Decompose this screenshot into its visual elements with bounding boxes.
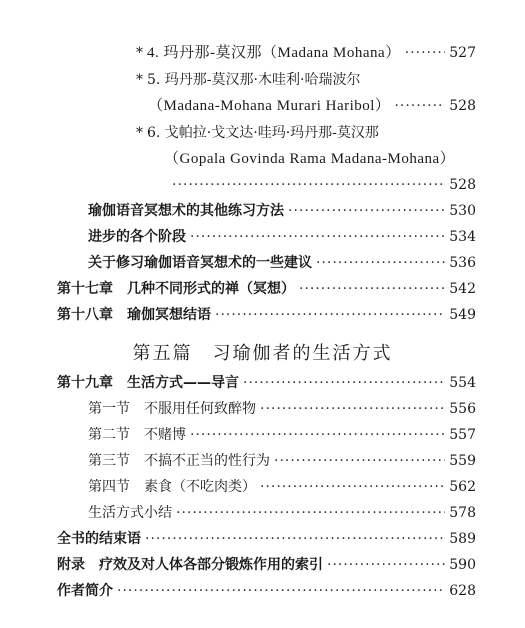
leader-dots [394,97,445,115]
toc-chapter [57,374,476,392]
part-heading: 第五篇 习瑜伽者的生活方式 [132,343,393,364]
star-marker: * [136,72,143,88]
toc-entry [136,71,476,89]
star-marker: * [136,45,143,61]
leader-dots [215,306,445,324]
page-number: 578 [449,505,476,521]
leader-dots [243,374,445,392]
leader-dots [172,176,445,194]
leader-dots [176,504,445,522]
leader-dots [190,426,445,444]
page-number: 528 [449,177,476,193]
toc-section [88,504,476,522]
entry-title: 4. 玛丹那-莫汉那（Madana Mohana） [147,45,401,61]
leader-dots [260,400,445,418]
chapter-title: 第十八章 瑜伽冥想结语 [57,307,211,323]
chapter-title: 作者简介 [57,583,113,599]
toc-section [88,452,476,470]
leader-dots [405,44,446,62]
page-number: 556 [449,401,476,417]
chapter-title: 附录 疗效及对人体各部分锻炼作用的索引 [57,557,323,573]
page-number: 589 [449,531,476,547]
chapter-title: 全书的结束语 [57,531,141,547]
toc-entry-continued [172,176,476,194]
page-number: 527 [449,45,476,61]
toc-entry [88,202,476,220]
toc-section [88,478,476,496]
toc-entry [136,124,476,142]
star-marker: * [136,125,143,141]
toc-entry [136,44,476,62]
leader-dots [117,582,445,600]
leader-dots [299,280,445,298]
leader-dots [145,530,445,548]
toc-chapter [57,556,476,574]
section-title: 第一节 不服用任何致醉物 [88,401,256,417]
page-number: 557 [449,427,476,443]
page-number: 528 [449,98,476,114]
leader-dots [316,254,445,272]
toc-entry-continued [148,97,476,115]
toc-entry [88,254,476,272]
page-number: 542 [449,281,476,297]
page-number: 536 [449,255,476,271]
toc-section [88,426,476,444]
section-title: 第二节 不赌博 [88,427,186,443]
section-title: 生活方式小结 [88,505,172,521]
page-number: 549 [449,307,476,323]
section-title: 第三节 不搞不正当的性行为 [88,453,270,469]
section-title: 第四节 素食（不吃肉类） [88,479,256,495]
entry-title: 瑜伽语音冥想术的其他练习方法 [88,203,284,219]
entry-title: 6. 戈帕拉·戈文达·哇玛·玛丹那-莫汉那 [147,125,379,141]
leader-dots [260,478,445,496]
chapter-title: 第十九章 生活方式——导言 [57,375,239,391]
entry-title: （Madana-Mohana Murari Haribol） [148,98,391,114]
page-number: 559 [449,453,476,469]
entry-title: 5. 玛丹那-莫汉那·木哇利·哈瑞波尔 [147,72,361,88]
entry-title: 进步的各个阶段 [88,229,186,245]
page-number: 554 [449,375,476,391]
leader-dots [327,556,445,574]
chapter-title: 第十七章 几种不同形式的禅（冥想） [57,281,295,297]
leader-dots [190,228,445,246]
leader-dots [274,452,445,470]
page-number: 628 [449,583,476,599]
toc-chapter [57,280,476,298]
page-number: 562 [449,479,476,495]
entry-title: （Gopala Govinda Rama Madana-Mohana） [164,151,456,167]
page-number: 534 [449,229,476,245]
toc-chapter [57,306,476,324]
page-number: 590 [449,557,476,573]
entry-title: 关于修习瑜伽语音冥想术的一些建议 [88,255,312,271]
toc-entry [88,228,476,246]
page-number: 530 [449,203,476,219]
toc-chapter [57,530,476,548]
toc-chapter [57,582,476,600]
toc-entry-continued [164,150,476,168]
leader-dots [288,202,445,220]
toc-section [88,400,476,418]
